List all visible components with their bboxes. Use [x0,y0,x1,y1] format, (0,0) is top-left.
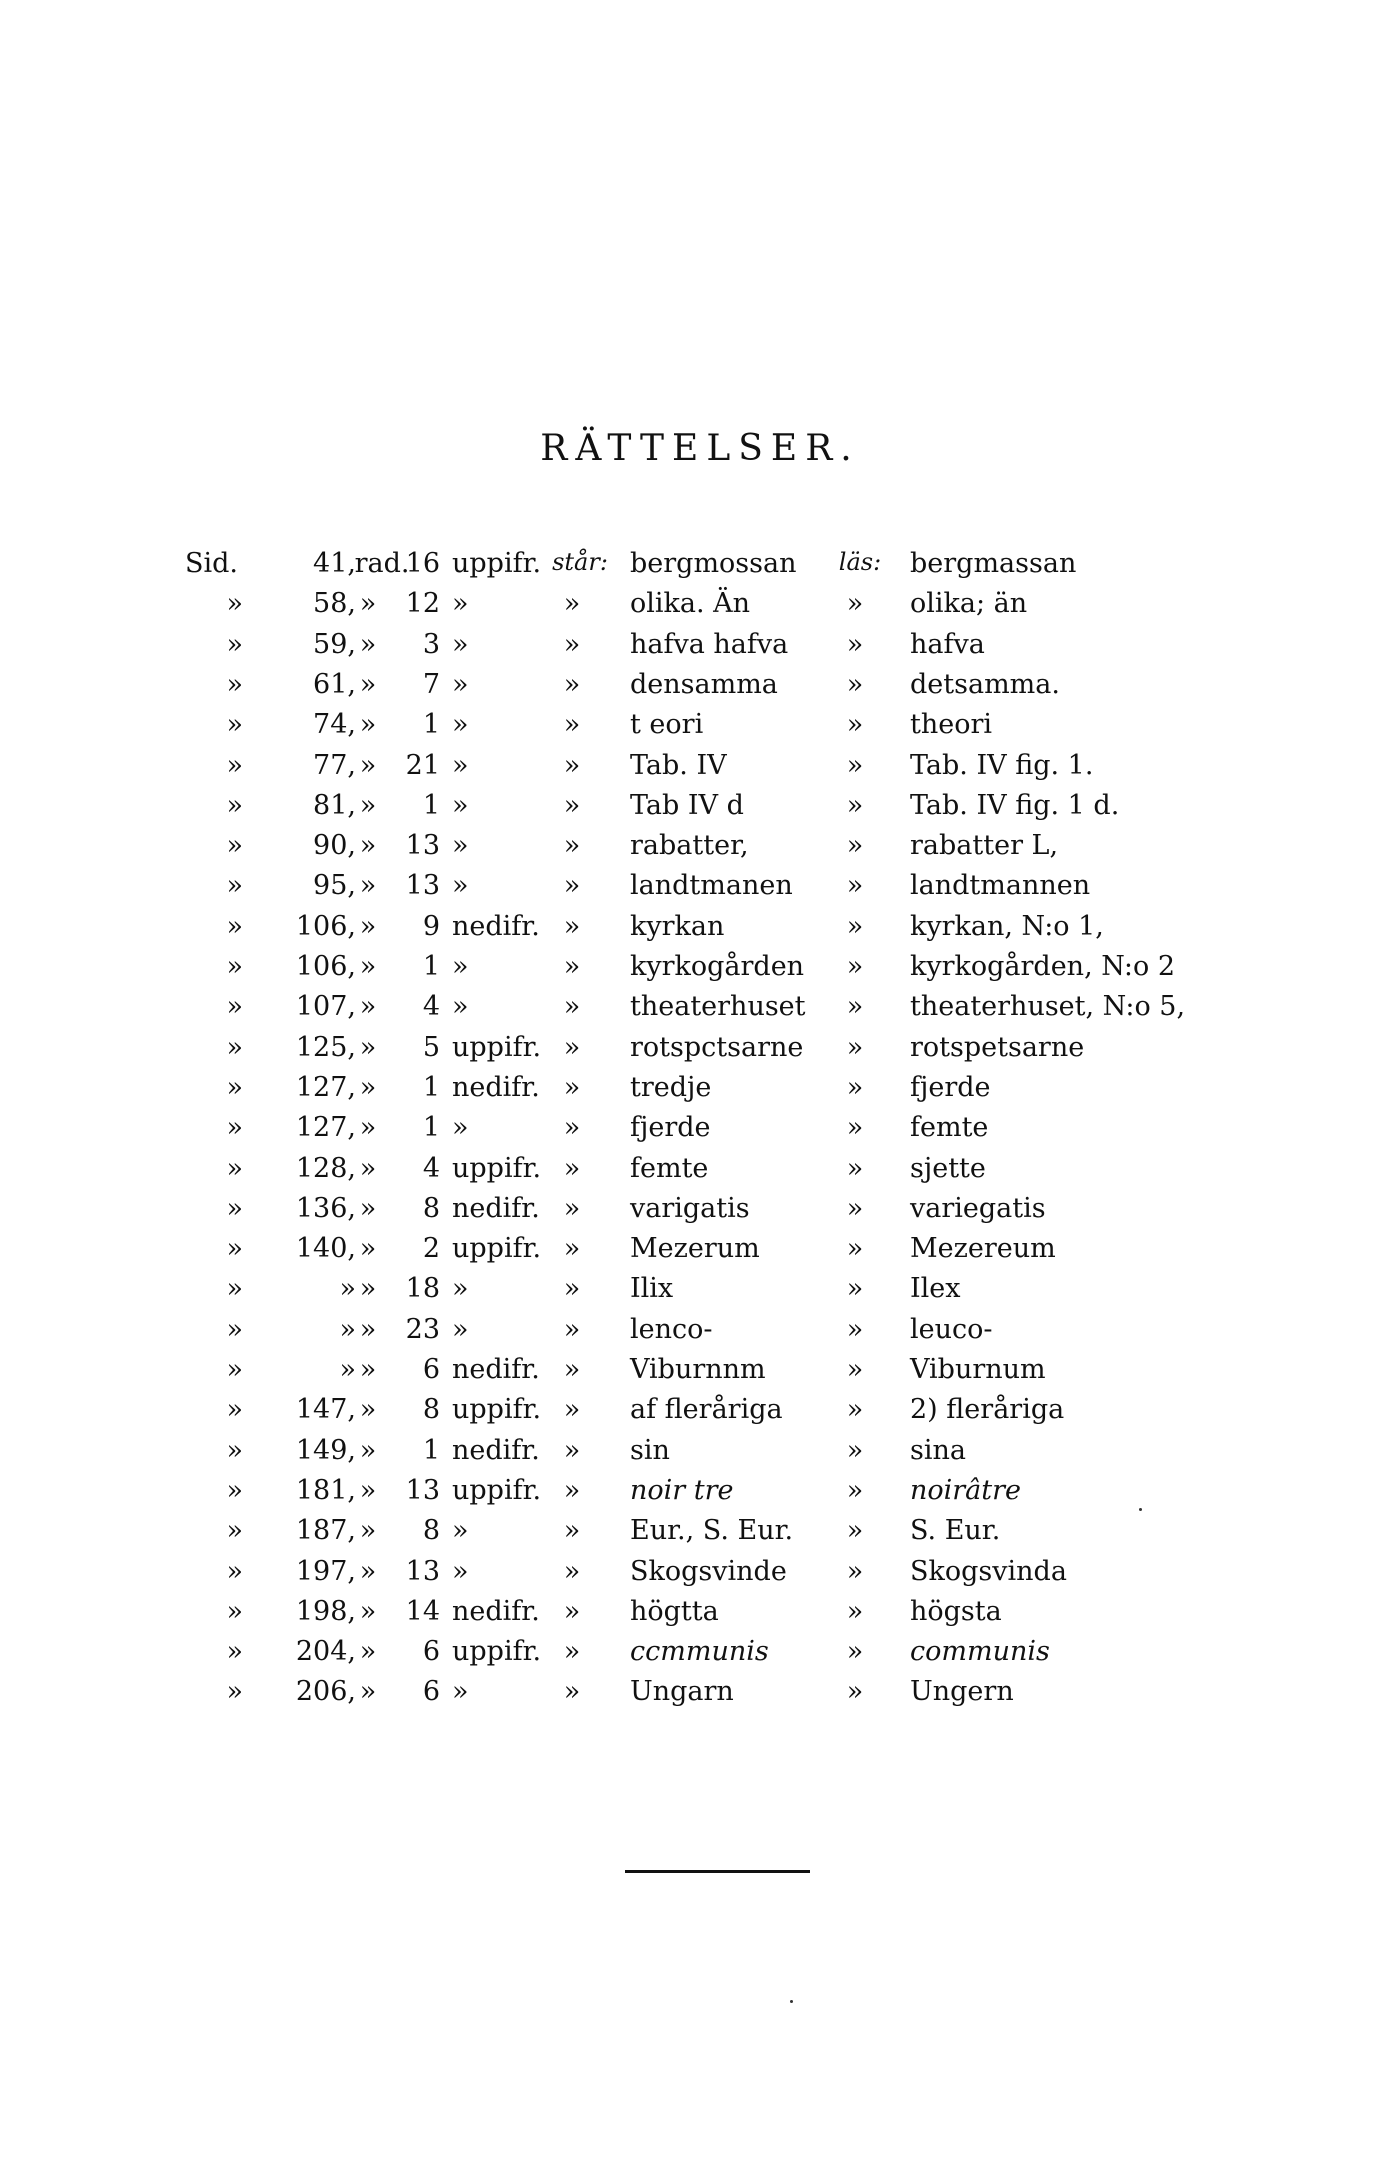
correct-text: 2) fleråriga [910,1394,1065,1426]
quote-mark: » [226,1515,243,1547]
quote-mark: » [846,1676,864,1708]
correct-text: bergmassan [910,548,1077,579]
direction: uppifr. [452,1636,542,1668]
wrong-text: Eur., S. Eur. [630,1515,794,1547]
quote-mark: » [226,1676,243,1708]
wrong-text: sin [630,1434,670,1466]
line-number: 6 [422,1636,440,1668]
quote-mark: » [359,749,377,781]
quote-mark: » [226,1233,243,1265]
page-number: 125, [295,1031,356,1063]
quote-mark: » [563,1112,581,1144]
page-title: RÄTTELSER. [540,428,860,469]
quote-mark: » [359,870,377,902]
quote-mark: » [563,628,581,660]
quote-mark: » [359,1595,377,1627]
errata-row [0,1032,1400,1072]
correct-text: Skogsvinda [910,1555,1067,1587]
page-number: 106, [295,951,356,982]
quote-mark: » [846,1152,864,1184]
correct-text: fjerde [910,1071,991,1103]
line-number: 13 [405,1555,440,1587]
page-number: 198, [295,1595,356,1627]
direction: » [452,1676,469,1708]
page-number: 128, [295,1152,356,1184]
wrong-text: olika. Än [630,588,751,620]
direction: » [452,870,469,902]
quote-mark: » [563,1313,581,1345]
wrong-text: högtta [630,1595,719,1627]
quote-mark: » [226,1031,243,1063]
correct-text: noirâtre [910,1474,1022,1506]
line-number: 9 [422,910,440,942]
quote-mark: » [226,870,243,902]
correct-text: sjette [910,1152,986,1184]
quote-mark: » [359,991,377,1023]
correct-text: S. Eur. [910,1515,1001,1547]
quote-mark: » [226,1595,243,1627]
wrong-text: rotspctsarne [630,1031,804,1063]
page-number: » [339,1273,356,1305]
quote-mark: » [846,1354,864,1385]
quote-mark: » [846,1474,864,1506]
sid-label: Sid. [185,548,238,579]
quote-mark: » [846,1273,864,1305]
line-number: 4 [422,1152,440,1184]
quote-mark: » [226,1354,243,1385]
line-number: 7 [422,668,440,700]
quote-mark: » [226,991,243,1023]
quote-mark: » [846,628,864,660]
quote-mark: » [359,1515,377,1547]
correct-text: hafva [910,628,985,660]
quote-mark: » [846,1071,864,1103]
quote-mark: » [846,1555,864,1587]
quote-mark: » [846,951,864,982]
quote-mark: » [359,1474,377,1506]
page-number: 147, [295,1394,356,1426]
quote-mark: » [563,1474,581,1506]
quote-mark: » [226,1474,243,1506]
quote-mark: » [359,709,377,741]
line-number: 1 [422,709,440,741]
quote-mark: » [846,588,864,620]
direction: » [452,991,469,1023]
quote-mark: » [563,1595,581,1627]
line-number: 1 [422,1434,440,1466]
quote-mark: » [846,789,864,821]
direction: uppifr. [452,1233,542,1265]
correct-text: communis [910,1636,1050,1668]
quote-mark: » [226,1313,243,1345]
page-number: 136, [295,1192,356,1224]
quote-mark: » [563,789,581,821]
quote-mark: » [563,668,581,700]
paper-speck [1139,1508,1142,1511]
direction: nedifr. [452,1192,540,1224]
quote-mark: » [846,1595,864,1627]
direction: uppifr. [452,1152,542,1184]
direction: » [452,830,469,862]
direction: uppifr. [452,1394,542,1426]
direction: » [452,628,469,660]
end-rule [625,1870,810,1873]
wrong-text: femte [630,1152,709,1184]
line-number: 2 [422,1233,440,1265]
wrong-text: kyrkogården [630,951,805,982]
direction: » [452,789,469,821]
correct-text: högsta [910,1595,1002,1627]
quote-mark: » [226,628,243,660]
quote-mark: » [563,830,581,862]
quote-mark: » [563,870,581,902]
line-number: 21 [405,749,440,781]
quote-mark: » [226,1071,243,1103]
quote-mark: » [226,1112,243,1144]
errata-row [0,1233,1400,1273]
line-number: 14 [405,1595,440,1627]
quote-mark: » [359,789,377,821]
wrong-text: theaterhuset [630,991,806,1023]
errata-row [0,830,1400,870]
quote-mark: » [359,1636,377,1668]
quote-mark: » [226,1394,243,1426]
quote-mark: » [563,1233,581,1265]
errata-row [0,1112,1400,1152]
direction: nedifr. [452,1354,540,1385]
quote-mark: » [563,1434,581,1466]
quote-mark: » [359,1555,377,1587]
correct-text: Mezereum [910,1233,1056,1265]
correct-text: theori [910,709,993,741]
direction: uppifr. [452,1031,542,1063]
correct-text: detsamma. [910,668,1060,700]
quote-mark: » [359,951,377,982]
line-number: 13 [405,870,440,902]
quote-mark: » [226,709,243,741]
correct-text: femte [910,1112,989,1144]
line-number: 4 [422,991,440,1023]
quote-mark: » [563,709,581,741]
line-number: 12 [405,588,440,620]
wrong-text: Ungarn [630,1676,734,1708]
errata-row [0,790,1400,830]
line-number: 3 [422,628,440,660]
quote-mark: » [563,991,581,1023]
quote-mark: » [846,1192,864,1224]
errata-table [0,548,1400,1728]
errata-row [0,1435,1400,1475]
quote-mark: » [359,830,377,862]
correct-text: rotspetsarne [910,1031,1085,1063]
direction: uppifr. [452,1474,542,1506]
errata-row [0,1556,1400,1596]
errata-row [0,1515,1400,1555]
errata-row [0,1636,1400,1676]
quote-mark: » [226,1636,243,1668]
quote-mark: » [359,588,377,620]
wrong-text: hafva hafva [630,628,789,660]
page-number: 197, [295,1555,356,1587]
correct-text: landtmannen [910,870,1091,902]
correct-text: Tab. IV fig. 1. [910,749,1094,781]
las-label: läs: [838,548,882,576]
errata-row [0,1676,1400,1716]
line-number: 1 [422,1112,440,1144]
page-number: 149, [295,1434,356,1466]
line-number: 13 [405,830,440,862]
quote-mark: » [359,1152,377,1184]
quote-mark: » [563,1192,581,1224]
direction: » [452,1273,469,1305]
quote-mark: » [563,1555,581,1587]
direction: nedifr. [452,910,540,942]
correct-text: olika; än [910,588,1028,620]
page-number: 81, [313,789,356,821]
correct-text: rabatter L, [910,830,1059,862]
page-number: 77, [313,749,356,781]
quote-mark: » [226,951,243,982]
wrong-text: t eori [630,709,704,741]
page-number: 74, [313,709,356,741]
quote-mark: » [226,749,243,781]
page-number: 90, [313,830,356,862]
wrong-text: fjerde [630,1112,711,1144]
correct-text: leuco- [910,1313,993,1345]
quote-mark: » [226,1555,243,1587]
page-number: 106, [295,910,356,942]
direction: » [452,668,469,700]
paper-speck [790,2000,793,2003]
quote-mark: » [359,910,377,942]
errata-row [0,951,1400,991]
errata-row [0,991,1400,1031]
quote-mark: » [563,1515,581,1547]
page-number: 61, [313,668,356,700]
line-number: 18 [405,1273,440,1305]
wrong-text: lenco- [630,1313,713,1345]
direction: » [452,1555,469,1587]
quote-mark: » [846,1394,864,1426]
wrong-text: Mezerum [630,1233,760,1265]
quote-mark: » [359,1394,377,1426]
wrong-text: Viburnnm [630,1354,766,1385]
wrong-text: Tab. IV [630,749,727,781]
quote-mark: » [846,1313,864,1345]
errata-row [0,629,1400,669]
quote-mark: » [226,789,243,821]
quote-mark: » [359,1676,377,1708]
direction: » [452,951,469,982]
quote-mark: » [563,1071,581,1103]
correct-text: kyrkogården, N:o 2 [910,951,1176,982]
quote-mark: » [359,1273,377,1305]
wrong-text: rabatter, [630,830,749,862]
page-number: 140, [295,1233,356,1265]
line-number: 8 [422,1394,440,1426]
quote-mark: » [359,1031,377,1063]
quote-mark: » [226,1273,243,1305]
quote-mark: » [846,749,864,781]
correct-text: Viburnum [910,1354,1046,1385]
errata-row [0,1153,1400,1193]
page-number: 127, [295,1112,356,1144]
line-number: 1 [422,789,440,821]
errata-row [0,1314,1400,1354]
wrong-text: kyrkan [630,910,725,942]
quote-mark: » [846,668,864,700]
correct-text: variegatis [910,1192,1046,1224]
direction: » [452,749,469,781]
line-number: 1 [422,1071,440,1103]
direction: » [452,709,469,741]
line-number: 5 [422,1031,440,1063]
wrong-text: bergmossan [630,548,797,579]
errata-row [0,709,1400,749]
errata-row [0,1273,1400,1313]
quote-mark: » [846,870,864,902]
correct-text: theaterhuset, N:o 5, [910,991,1186,1023]
quote-mark: » [359,1112,377,1144]
quote-mark: » [226,910,243,942]
errata-row [0,750,1400,790]
page-number: » [339,1354,356,1385]
quote-mark: » [359,628,377,660]
errata-row [0,588,1400,628]
quote-mark: » [359,1233,377,1265]
page-number: 204, [295,1636,356,1668]
errata-row [0,1072,1400,1112]
wrong-text: Tab IV d [630,789,744,821]
direction: » [452,1112,469,1144]
correct-text: kyrkan, N:o 1, [910,910,1104,942]
line-number: 8 [422,1192,440,1224]
correct-text: sina [910,1434,966,1466]
errata-row [0,911,1400,951]
quote-mark: » [846,1112,864,1144]
wrong-text: af fleråriga [630,1394,783,1426]
quote-mark: » [563,749,581,781]
quote-mark: » [563,951,581,982]
quote-mark: » [226,1434,243,1466]
quote-mark: » [359,1192,377,1224]
quote-mark: » [563,1031,581,1063]
page-number: 206, [295,1676,356,1708]
quote-mark: » [563,588,581,620]
page-number: 181, [295,1474,356,1506]
errata-row [0,1193,1400,1233]
page-number: 59, [313,628,356,660]
line-number: 16 [405,548,440,579]
quote-mark: » [846,709,864,741]
errata-row [0,1354,1400,1394]
correct-text: Tab. IV fig. 1 d. [910,789,1120,821]
line-number: 1 [422,951,440,982]
quote-mark: » [563,1273,581,1305]
page-number: 58, [313,588,356,620]
correct-text: Ilex [910,1273,961,1305]
quote-mark: » [846,991,864,1023]
page-number: 41, [313,548,356,579]
quote-mark: » [359,1434,377,1466]
direction: » [452,1515,469,1547]
errata-row [0,669,1400,709]
quote-mark: » [226,668,243,700]
quote-mark: » [359,668,377,700]
wrong-text: Skogsvinde [630,1555,787,1587]
direction: uppifr. [452,548,542,579]
page-number: 187, [295,1515,356,1547]
page-number: 95, [313,870,356,902]
errata-header-row [0,548,1400,588]
line-number: 23 [405,1313,440,1345]
quote-mark: » [563,1354,581,1385]
quote-mark: » [359,1354,377,1385]
direction: nedifr. [452,1595,540,1627]
direction: nedifr. [452,1071,540,1103]
quote-mark: » [563,1152,581,1184]
wrong-text: varigatis [630,1192,750,1224]
star-label: står: [552,548,608,576]
quote-mark: » [226,1152,243,1184]
errata-row [0,870,1400,910]
wrong-text: densamma [630,668,778,700]
errata-row [0,1596,1400,1636]
quote-mark: » [226,1192,243,1224]
line-number: 8 [422,1515,440,1547]
quote-mark: » [563,1394,581,1426]
quote-mark: » [846,1434,864,1466]
rad-label: rad. [354,548,410,579]
quote-mark: » [563,1636,581,1668]
errata-row [0,1475,1400,1515]
quote-mark: » [846,910,864,942]
line-number: 6 [422,1676,440,1708]
quote-mark: » [226,588,243,620]
wrong-text: noir tre [630,1474,734,1506]
direction: » [452,1313,469,1345]
quote-mark: » [846,1233,864,1265]
line-number: 6 [422,1354,440,1385]
wrong-text: tredje [630,1071,712,1103]
quote-mark: » [359,1313,377,1345]
direction: nedifr. [452,1434,540,1466]
page-number: » [339,1313,356,1345]
errata-row [0,1394,1400,1434]
quote-mark: » [226,830,243,862]
quote-mark: » [359,1071,377,1103]
quote-mark: » [846,1515,864,1547]
wrong-text: landtmanen [630,870,793,902]
quote-mark: » [846,1636,864,1668]
page-number: 127, [295,1071,356,1103]
page-number: 107, [295,991,356,1023]
line-number: 13 [405,1474,440,1506]
quote-mark: » [563,910,581,942]
quote-mark: » [846,830,864,862]
correct-text: Ungern [910,1676,1014,1708]
quote-mark: » [563,1676,581,1708]
quote-mark: » [846,1031,864,1063]
wrong-text: ccmmunis [630,1636,769,1668]
direction: » [452,588,469,620]
wrong-text: Ilix [630,1273,674,1305]
